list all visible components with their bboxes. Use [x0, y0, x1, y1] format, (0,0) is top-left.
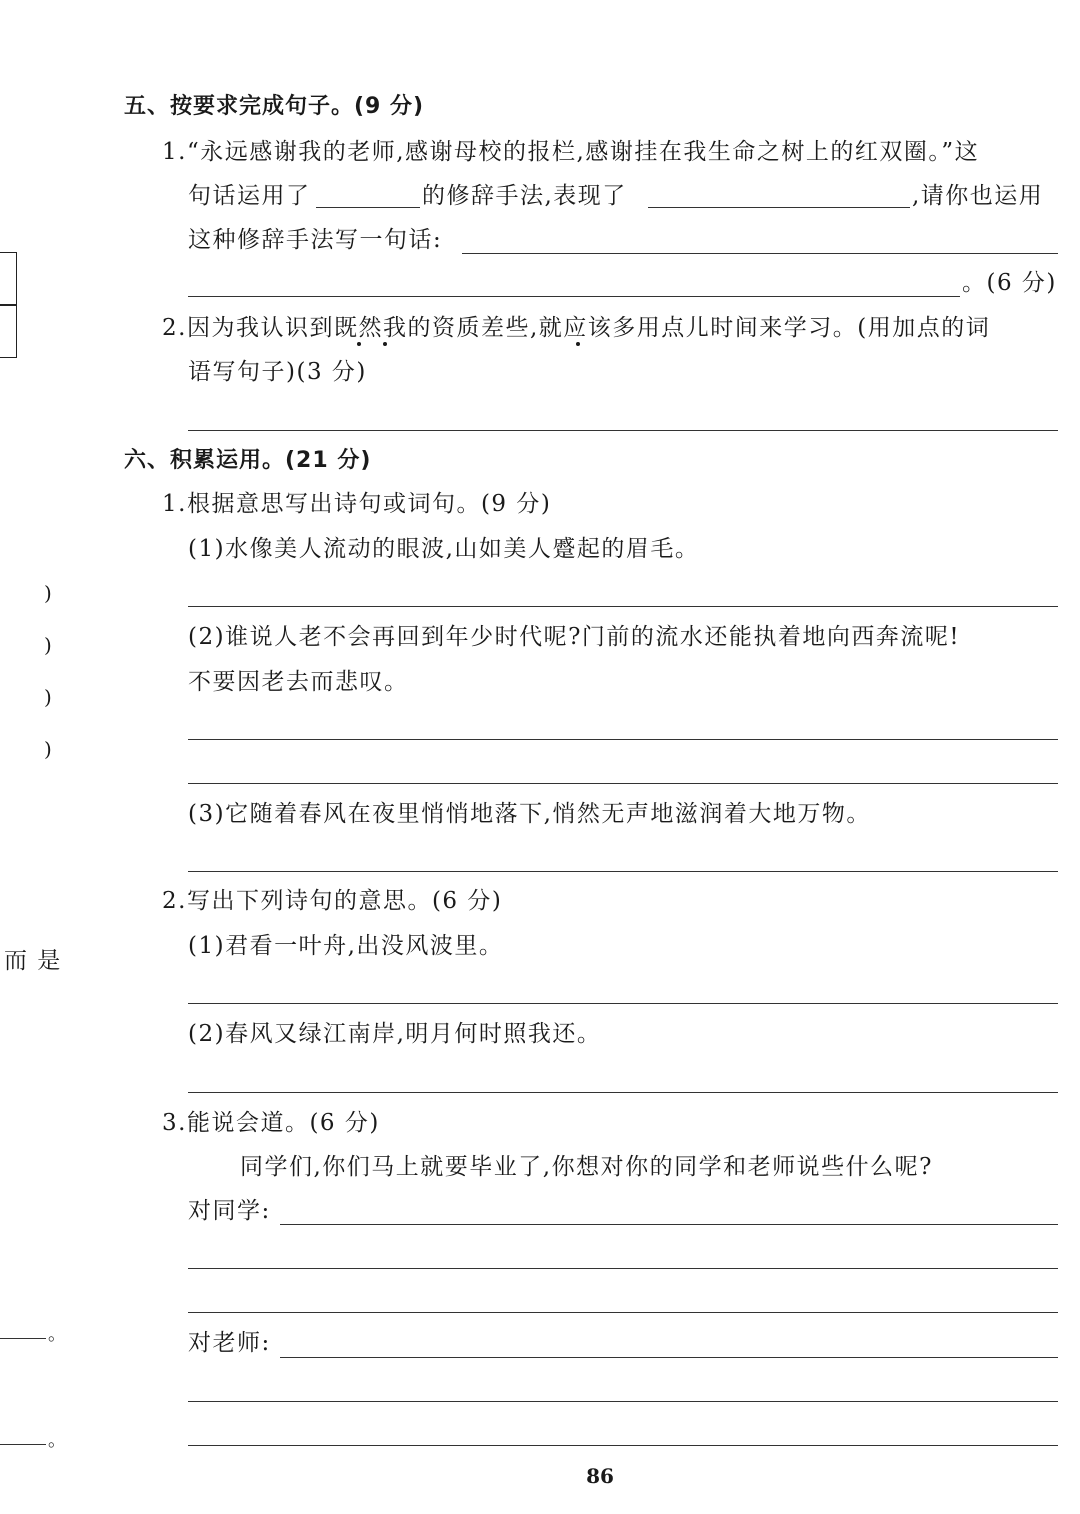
q6-3-title: 3.能说会道。(6 分)	[162, 1110, 380, 1136]
to-classmates-label: 对同学:	[188, 1198, 271, 1224]
classmates-answer-line[interactable]	[188, 1312, 1058, 1313]
q6-1-item2-line2: 不要因老去而悲叹。	[188, 669, 409, 695]
rhetoric-answer-blank[interactable]	[316, 207, 420, 208]
section5-heading: 五、按要求完成句子。(9 分)	[124, 94, 425, 119]
margin-period: 。	[48, 1430, 68, 1451]
q6-3-prompt: 同学们,你们马上就要毕业了,你想对你的同学和老师说些什么呢?	[240, 1154, 933, 1180]
q6-2-item1: (1)君看一叶舟,出没风波里。	[188, 933, 504, 959]
margin-answer-line	[0, 1338, 46, 1339]
to-teachers-label: 对老师:	[188, 1330, 271, 1356]
poem-answer-line[interactable]	[188, 871, 1058, 872]
q5-1-text-line1: 1.“永远感谢我的老师,感谢母校的报栏,感谢挂在我生命之树上的红双圈。”这	[162, 139, 980, 165]
q6-2-title: 2.写出下列诗句的意思。(6 分)	[162, 888, 503, 914]
q5-1-text-line2a: 句话运用了	[188, 183, 311, 209]
emphasis-dot	[383, 342, 387, 346]
margin-box-top	[0, 252, 17, 306]
sentence-answer-line[interactable]	[188, 296, 960, 297]
emphasis-dot	[576, 342, 580, 346]
margin-paren: )	[44, 633, 52, 657]
margin-box-bottom	[0, 304, 17, 358]
classmates-answer-line[interactable]	[280, 1224, 1058, 1225]
teachers-answer-line[interactable]	[280, 1357, 1058, 1358]
margin-period: 。	[48, 1324, 68, 1345]
margin-fragment: 而 是	[4, 948, 62, 974]
teachers-answer-line[interactable]	[188, 1401, 1058, 1402]
emphasis-dot	[357, 342, 361, 346]
q6-1-item3: (3)它随着春风在夜里悄悄地落下,悄然无声地滋润着大地万物。	[188, 801, 871, 827]
meaning-answer-line[interactable]	[188, 1092, 1058, 1093]
margin-paren: )	[44, 685, 52, 709]
poem-answer-line[interactable]	[188, 783, 1058, 784]
poem-answer-line[interactable]	[188, 606, 1058, 607]
q5-2-text-line2: 语写句子)(3 分)	[188, 359, 367, 385]
page-number: 86	[586, 1464, 614, 1488]
q6-1-item2-line1: (2)谁说人老不会再回到年少时代呢?门前的流水还能执着地向西奔流呢!	[188, 624, 961, 650]
margin-answer-line	[0, 1444, 46, 1445]
q5-1-text-line3: 这种修辞手法写一句话:	[188, 227, 443, 253]
sentence-answer-line[interactable]	[462, 253, 1058, 254]
classmates-answer-line[interactable]	[188, 1268, 1058, 1269]
poem-answer-line[interactable]	[188, 739, 1058, 740]
section6-heading: 六、积累运用。(21 分)	[124, 448, 372, 473]
meaning-answer-line[interactable]	[188, 1003, 1058, 1004]
q5-1-text-line2c: ,请你也运用	[912, 183, 1044, 209]
q5-1-score: 。(6 分)	[962, 270, 1057, 296]
q6-1-title: 1.根据意思写出诗句或词句。(9 分)	[162, 491, 552, 517]
q5-2-text-line1: 2.因为我认识到既然我的资质差些,就应该多用点儿时间来学习。(用加点的词	[162, 315, 991, 341]
expression-answer-blank[interactable]	[648, 207, 910, 208]
q6-2-item2: (2)春风又绿江南岸,明月何时照我还。	[188, 1021, 602, 1047]
teachers-answer-line[interactable]	[188, 1445, 1058, 1446]
q5-1-text-line2b: 的修辞手法,表现了	[422, 183, 627, 209]
q6-1-item1: (1)水像美人流动的眼波,山如美人蹙起的眉毛。	[188, 536, 700, 562]
margin-paren: )	[44, 581, 52, 605]
rewrite-answer-line[interactable]	[188, 430, 1058, 431]
margin-paren: )	[44, 737, 52, 761]
